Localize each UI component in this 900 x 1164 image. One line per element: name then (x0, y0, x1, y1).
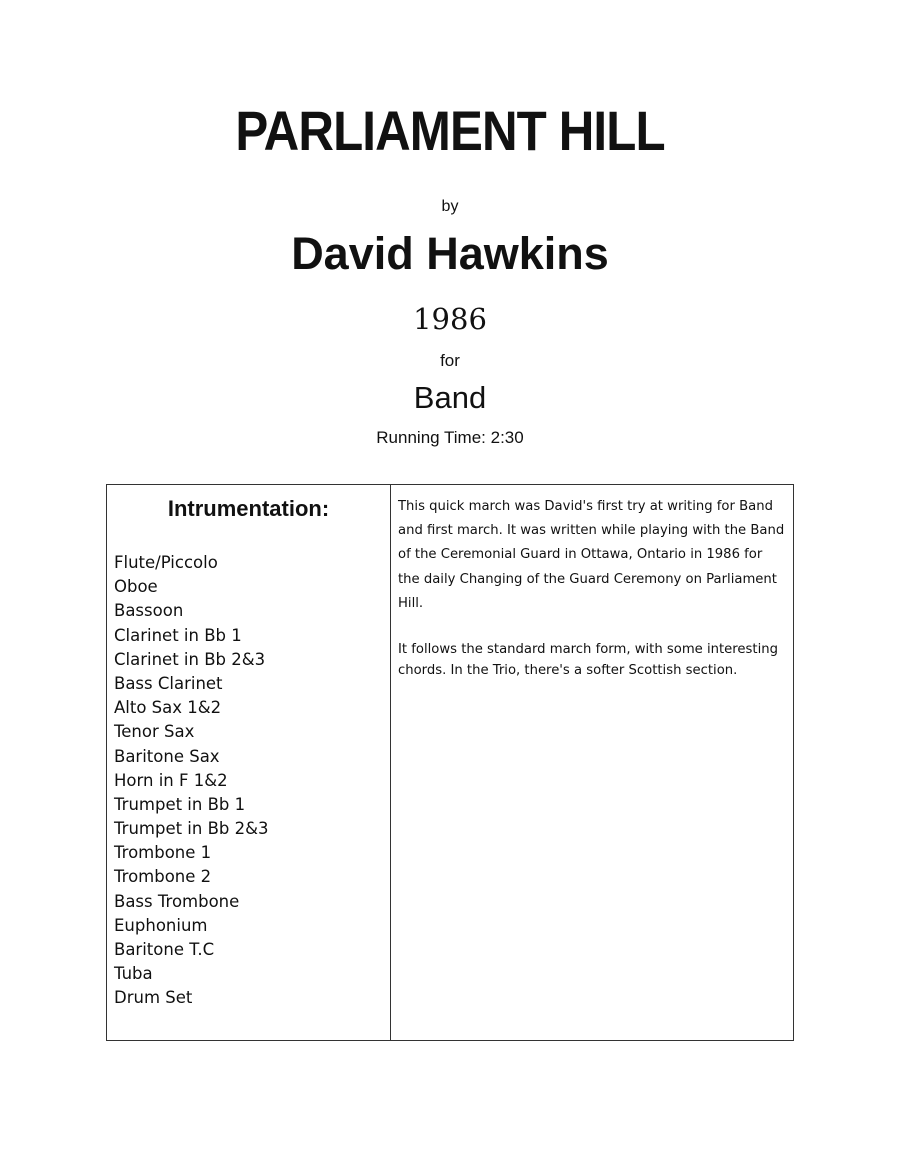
running-time: Running Time: 2:30 (376, 428, 524, 447)
instrument-item: Bass Trombone (114, 891, 240, 911)
for-label: for (440, 351, 460, 370)
composition-year: 1986 (413, 302, 487, 336)
instrument-item: Clarinet in Bb 2&3 (114, 649, 266, 669)
instrument-item: Baritone T.C (114, 940, 215, 959)
program-note-paragraph: This quick march was David's first try at writing for Band and first march. It was written while playing with the Band of the Ceremonial Guard in Ottawa, Ontario in 1986 for the daily Changing of the Guard Ceremony on Parliament Hill. (398, 499, 785, 611)
instrument-item: Trumpet in Bb 1 (114, 794, 246, 814)
instrument-item: Trombone 1 (114, 843, 212, 863)
instrumentation-heading: Intrumentation: (167, 496, 330, 521)
info-box (106, 484, 794, 1041)
program-notes (398, 495, 788, 704)
instrument-item: Clarinet in Bb 1 (114, 625, 242, 645)
instrument-item: Flute/Piccolo (114, 553, 218, 572)
instrument-item: Bassoon (114, 601, 184, 621)
instrument-item: Bass Clarinet (114, 673, 223, 693)
instrument-item: Trumpet in Bb 2&3 (114, 819, 269, 839)
piece-title: PARLIAMENT HILL (235, 99, 665, 162)
instrument-item: Oboe (114, 577, 158, 597)
instrument-item: Baritone Sax (114, 746, 220, 766)
ensemble-name: Band (413, 380, 487, 415)
column-divider (390, 485, 391, 1040)
instrument-item: Tenor Sax (114, 722, 195, 742)
instrument-item: Trombone 2 (114, 867, 212, 887)
instrument-list (114, 551, 269, 1011)
instrument-item: Horn in F 1&2 (114, 770, 228, 790)
instrument-item: Euphonium (114, 915, 208, 935)
instrument-item: Tuba (114, 964, 153, 984)
instrument-item: Alto Sax 1&2 (114, 698, 222, 718)
composer-name: David Hawkins (291, 228, 609, 279)
by-label: by (441, 198, 459, 215)
instrument-item: Drum Set (114, 988, 193, 1008)
program-note-paragraph: It follows the standard march form, with some interesting chords. In the Trio, there's a softer Scottish section. (398, 642, 778, 679)
